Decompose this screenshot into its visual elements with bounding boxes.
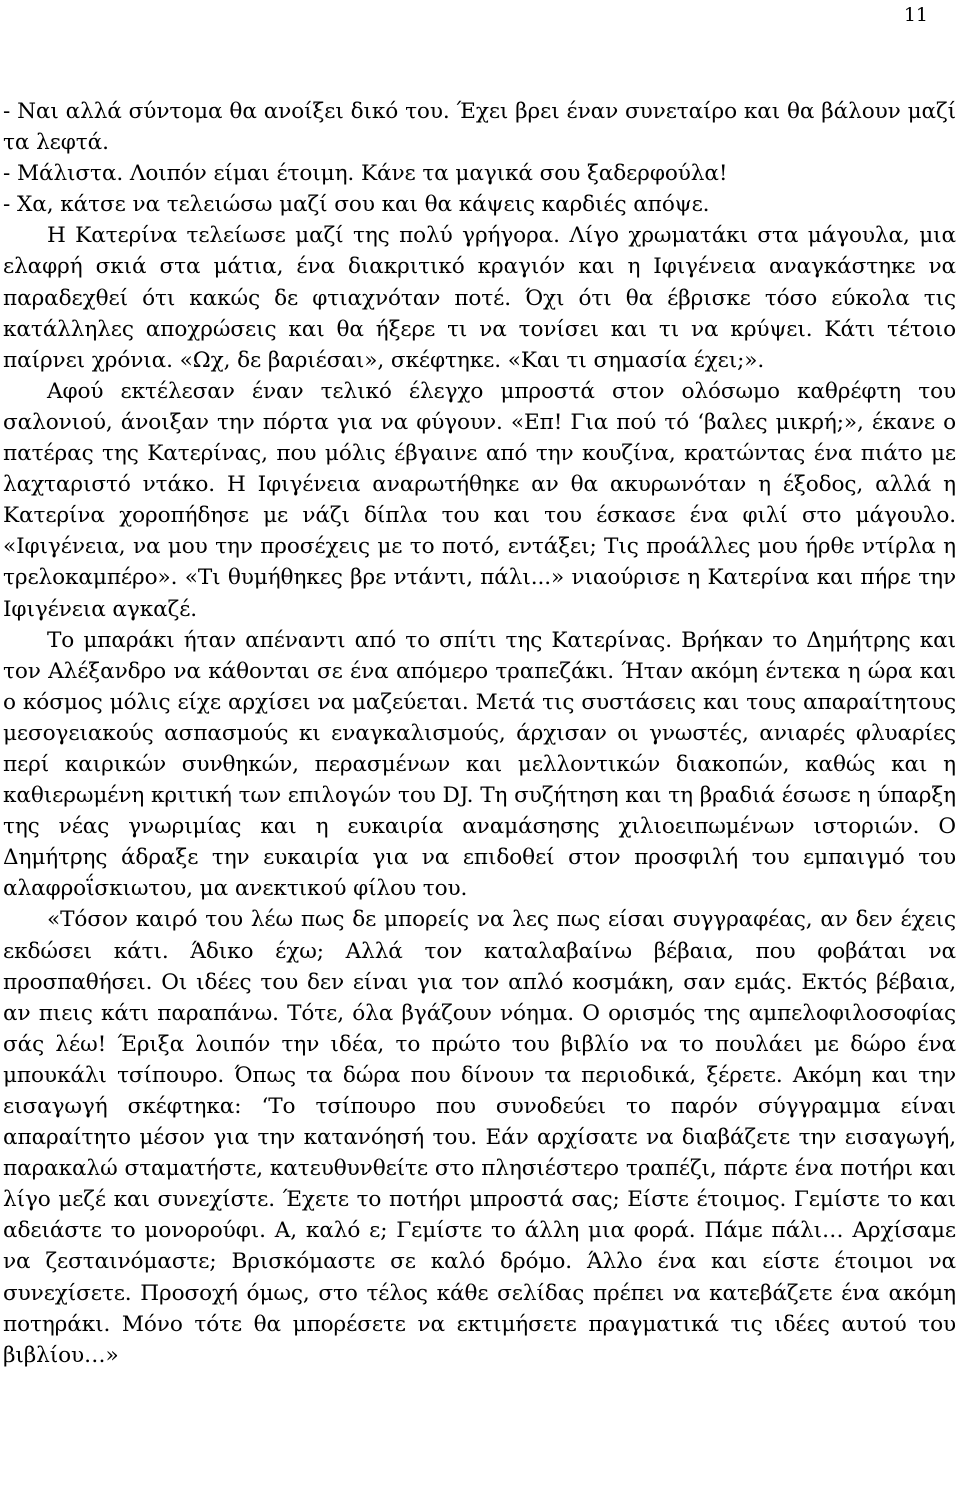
paragraph: «Τόσον καιρό του λέω πως δε μπορείς να λες πως είσαι συγγραφέας, αν δεν έχεις εκδώσει κάτι. Άδικο έχω; Αλλά τον καταλαβαίνω βέβαια, που φοβάται να προσπαθήσει. Οι ιδέες του δεν είναι για τον απλό κοσμάκη, σαν εμάς. Εκτός βέβαια, αν πιεις κάτι παραπάνω. Τότε, όλα βγάζουν νόημα. Ο ορισμός της αμπελοφιλοσοφίας σάς λέω! Έριξα λοιπόν την ιδέα, το πρώτο του βιβλίο να το πουλάει με δώρο ένα μπουκάλι τσίπουρο. Όπως τα δώρα που δίνουν τα περιοδικά, ξέρετε. Ακόμη και την εισαγωγή σκέφτηκα: ‘Το τσίπουρο που συνοδεύει το παρόν σύγγραμμα είναι απαραίτητο μέσον για την κατανόησή του. Εάν αρχίσατε να διαβάζετε την εισαγωγή, παρακαλώ σταματήστε, κατευθυνθείτε στο πλησιέστερο τραπέζι, πάρτε ένα ποτήρι και λίγο μεζέ και συνεχίστε. Έχετε το ποτήρι μπροστά σας; Είστε έτοιμος. Γεμίστε το και αδειάστε το μονορούφι. Α, καλό ε; Γεμίστε το άλλη μια φορά. Πάμε πάλι… Αρχίσαμε να ζεσταινόμαστε; Βρισκόμαστε σε καλό δρόμο. Άλλο ένα και είστε έτοιμοι να συνεχίσετε. Προσοχή όμως, στο τέλος κάθε σελίδας πρέπει να κατεβάζετε ένα ακόμη ποτηράκι. Μόνο τότε θα μπορέσετε να εκτιμήσετε πραγματικά τις ιδέες αυτού του βιβλίου…» [3,907,956,1368]
paragraph: Η Κατερίνα τελείωσε μαζί της πολύ γρήγορα. Λίγο χρωματάκι στα μάγουλα, μια ελαφρή σκιά στα μάτια, ένα διακριτικό κραγιόν και η Ιφιγένεια αναγκάστηκε να παραδεχθεί ότι κακώς δε φτιαχνόταν ποτέ. Όχι ότι θα έβρισκε τόσο εύκολα τις κατάλληλες αποχρώσεις και θα ήξερε τι να τονίσει και τι να κρύψει. Κάτι τέτοιο παίρνει χρόνια. «Ωχ, δε βαριέσαι», σκέφτηκε. «Και τι σημασία έχει;». [3,223,956,373]
paragraph: Αφού εκτέλεσαν έναν τελικό έλεγχο μπροστά στον ολόσωμο καθρέφτη του σαλονιού, άνοιξαν την πόρτα για να φύγουν. «Επ! Για πού τό ‘βαλες μικρή;», έκανε ο πατέρας της Κατερίνας, που μόλις έβγαινε από την κουζίνα, κρατώντας ένα πιάτο με λαχταριστό ντάκο. Η Ιφιγένεια αναρωτήθηκε αν θα ακυρωνόταν η έξοδος, αλλά η Κατερίνα χοροπήδησε με νάζι δίπλα του και του έσκασε ένα φιλί στο μάγουλο. «Ιφιγένεια, να μου την προσέχεις με το ποτό, εντάξει; Τις προάλλες μου ήρθε ντίρλα η τρελοκαμπέρο». «Τι θυμήθηκες βρε ντάντι, πάλι...» νιαούρισε η Κατερίνα και πήρε την Ιφιγένεια αγκαζέ. [3,378,956,622]
dialogue-line: - Μάλιστα. Λοιπόν είμαι έτοιμη. Κάνε τα μαγικά σου ξαδερφούλα! [3,161,728,187]
page-number: 11 [903,4,928,26]
dialogue-line: - Χα, κάτσε να τελειώσω μαζί σου και θα κάψεις καρδιές απόψε. [3,192,710,218]
paragraph: Το μπαράκι ήταν απέναντι από το σπίτι της Κατερίνας. Βρήκαν το Δημήτρης και τον Αλέξανδρο να κάθονται σε ένα απόμερο τραπεζάκι. Ήταν ακόμη έντεκα η ώρα και ο κόσμος μόλις είχε αρχίσει να μαζεύεται. Μετά τις συστάσεις και τους απαραίτητους μεσογειακούς ασπασμούς κι εναγκαλισμούς, άρχισαν οι γνωστές, ανιαρές φλυαρίες περί καιρικών συνθηκών, περασμένων και μελλοντικών διακοπών, καθώς και η καθιερωμένη κριτική των επιλογών του DJ. Τη συζήτηση και τη βραδιά έσωσε η ύπαρξη της νέας γνωριμίας και η ευκαιρία αναμάσησης χιλιοειπωμένων ιστοριών. Ο Δημήτρης άδραξε την ευκαιρία για να επιδοθεί στον προσφιλή του εμπαιγμό του αλαφροΐσκιωτου, μα ανεκτικού φίλου του. [3,627,956,902]
body-text [3,96,956,1371]
dialogue-line: - Ναι αλλά σύντομα θα ανοίξει δικό του. Έχει βρει έναν συνεταίρο και θα βάλουν μαζί τα λεφτά. [3,99,956,156]
